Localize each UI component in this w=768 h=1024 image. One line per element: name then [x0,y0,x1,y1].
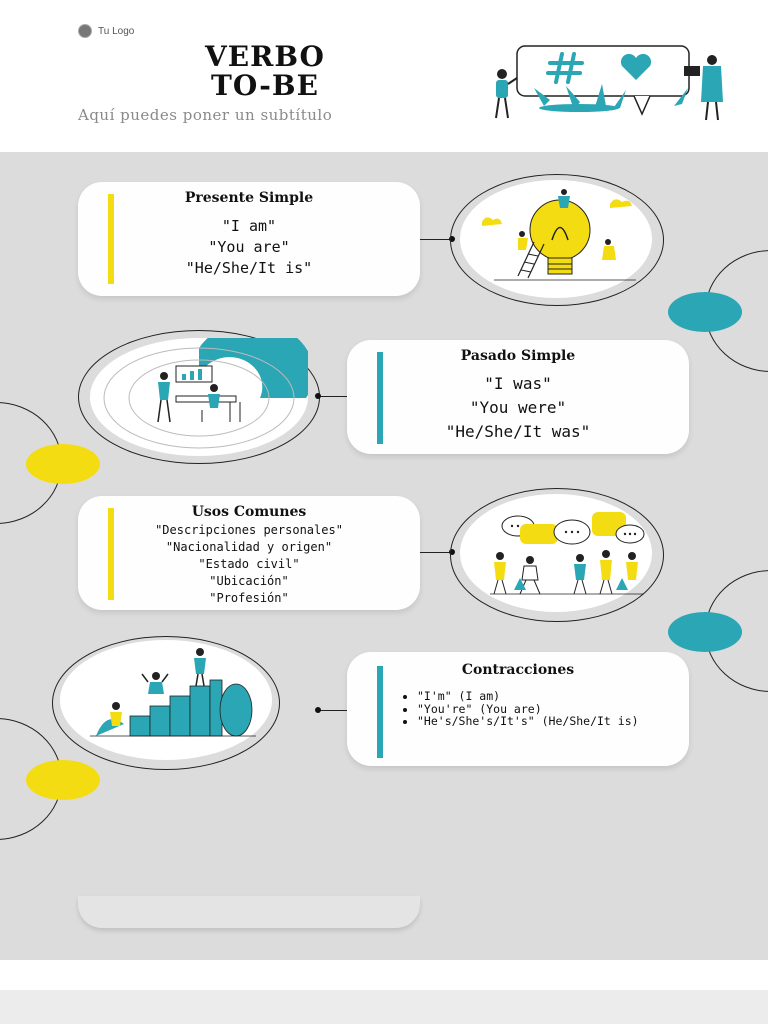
card-presente-simple [78,182,420,296]
card-lines [78,216,420,279]
lightbulb-icon [530,200,590,274]
line-item: "You were" [469,398,567,417]
header [0,0,768,152]
card-lines [347,372,689,444]
dot-teal-right-bottom [668,612,742,652]
line-item: "You are" [208,238,290,256]
card-contracciones [347,652,689,766]
footer-band [0,990,768,1024]
card-usos-comunes [78,496,420,610]
logo [78,24,134,38]
chart-icon [176,366,212,382]
connector-dot [315,393,321,399]
card-empty-placeholder [78,896,420,928]
title-line-1: VERBO [205,40,325,73]
line-item: "Estado civil" [198,557,300,571]
connector-line [318,710,348,711]
dot-teal-right-top [668,292,742,332]
line-item: "Profesión" [209,591,289,605]
illustration-office-chart [90,338,308,456]
line-item: "I was" [484,374,552,393]
card-title: Pasado Simple [460,348,576,364]
contractions-list [399,690,639,728]
card-pasado-simple [347,340,689,454]
title-line-2: TO-BE [211,69,319,102]
card-title: Presente Simple [184,190,314,206]
connector-line [420,239,452,240]
line-item: "Ubicación" [209,574,289,588]
card-lines [78,522,420,607]
connector-dot [315,707,321,713]
logo-circle-icon [78,24,92,38]
logo-text: Tu Logo [98,25,135,37]
page-subtitle: Aquí puedes poner un subtítulo [78,106,333,124]
page-title [150,42,380,100]
illustration-lightbulb [460,180,652,298]
dot-yellow-left-bottom [26,760,100,800]
illustration-chat-group [460,494,652,612]
podium-steps-icon [130,680,222,736]
connector-line [420,552,452,553]
social-media-illustration [484,44,734,124]
line-item: "Nacionalidad y origen" [165,540,333,554]
list-item: • "I'm" (I am) [417,690,639,703]
list-item: • "You're" (You are) [417,703,639,716]
chat-bubbles-icon [502,512,644,544]
dot-yellow-left-mid [26,444,100,484]
person-right-figure [684,55,723,120]
content-area [0,152,768,960]
card-title: Contracciones [461,662,575,678]
line-item: "He/She/It was" [445,422,591,441]
connector-line [318,396,348,397]
list-item: • "He's/She's/It's" (He/She/It is) [417,715,639,728]
accent-bar-teal [377,666,383,758]
people-group-figure [494,550,638,594]
illustration-podium-steps [60,640,272,760]
line-item: "He/She/It is" [185,259,313,277]
line-item: "Descripciones personales" [155,523,343,537]
person-left-figure [496,69,517,118]
line-item: "I am" [221,217,277,235]
card-title: Usos Comunes [191,504,307,520]
